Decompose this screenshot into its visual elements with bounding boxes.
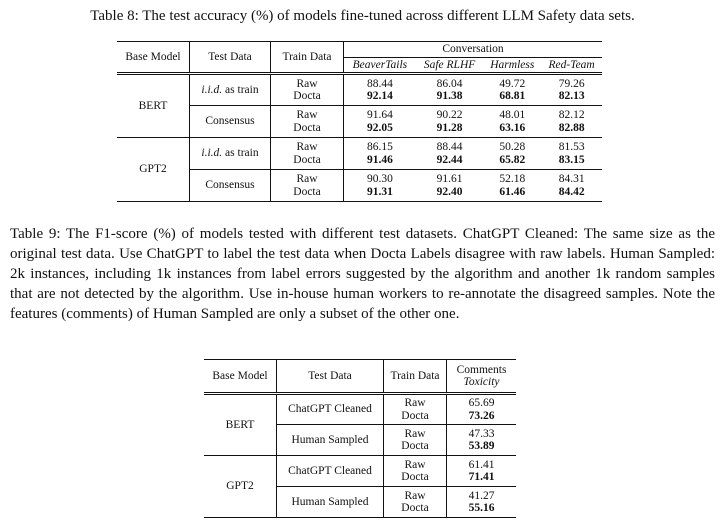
- t8-value: 92.40: [436, 185, 463, 198]
- t9-train-cell: [384, 394, 447, 425]
- t8-train-docta: Docta: [293, 90, 321, 102]
- t9-train-raw: Raw: [404, 458, 426, 471]
- t8-col-beavertails: BeaverTails: [344, 58, 416, 74]
- t9-test-human: Human Sampled: [277, 487, 384, 518]
- t8-train-docta: Docta: [293, 185, 321, 198]
- t9-train-docta: Docta: [401, 502, 429, 514]
- t8-train-raw: Raw: [296, 109, 318, 122]
- t9-train-docta: Docta: [401, 471, 429, 483]
- t8-value: 90.22: [436, 109, 463, 122]
- t9-header-train-data: Train Data: [384, 360, 447, 394]
- t9-header-base-model: Base Model: [204, 360, 277, 394]
- t8-value: 48.01: [499, 109, 526, 122]
- t8-train-raw: Raw: [296, 77, 318, 90]
- t8-cell: [344, 170, 416, 202]
- t8-value: 84.42: [558, 185, 585, 198]
- t8-cell: [483, 170, 541, 202]
- t8-value: 88.44: [366, 77, 393, 90]
- t8-iid-rest: as train: [222, 147, 259, 160]
- t8-value: 52.18: [499, 173, 526, 186]
- t8-header-train-data: Train Data: [271, 42, 344, 74]
- t8-cell: [483, 106, 541, 138]
- t9-value: 55.16: [468, 502, 495, 514]
- table8-caption: Table 8: The test accuracy (%) of models fine-tuned across different LLM Safety data sets.: [90, 8, 635, 24]
- t8-value: 84.31: [558, 173, 585, 186]
- t8-value: 50.28: [499, 141, 526, 154]
- table9-caption: Table 9: The F1-score (%) of models tested with different test datasets. ChatGPT Cleaned: The same size as the original test data. Use ChatGPT to label the test data when Docta Labels disagree with raw labels. Human Sampled: 2k instances, including 1k instances from label errors suggested by the algorithm and another 1k random samples that are not detected by the algorithm. Use in-house human workers to re-annotate the disagreed samples. Note the features (comments) of Human Sampled are only a subset of the other one.: [10, 226, 715, 322]
- t8-col-safe-rlhf: Safe RLHF: [416, 58, 484, 74]
- t9-train-cell: [384, 456, 447, 487]
- t9-model-gpt2: GPT2: [204, 456, 277, 518]
- t9-test-chatgpt: ChatGPT Cleaned: [277, 456, 384, 487]
- t9-train-cell: [384, 487, 447, 518]
- t8-value: 92.05: [366, 121, 393, 134]
- t9-value: 73.26: [468, 409, 495, 422]
- t8-header-conversation: Conversation: [344, 42, 603, 58]
- t9-model-bert: BERT: [204, 394, 277, 456]
- t8-train-raw: Raw: [296, 173, 318, 186]
- t8-value: 83.15: [558, 153, 585, 166]
- t8-cell: [541, 170, 602, 202]
- t8-train-docta: Docta: [293, 153, 321, 166]
- t8-value: 90.30: [366, 173, 393, 186]
- t9-test-chatgpt: ChatGPT Cleaned: [277, 394, 384, 425]
- t8-test-iid: [190, 74, 271, 106]
- t8-value: 61.46: [499, 185, 526, 198]
- t8-cell: [483, 138, 541, 170]
- t8-value: 91.28: [436, 121, 463, 134]
- t9-value: 61.41: [468, 458, 495, 471]
- t9-value: 71.41: [468, 471, 495, 483]
- t8-value: 91.38: [436, 90, 463, 102]
- t8-value: 68.81: [499, 90, 526, 102]
- t8-cell: [416, 74, 484, 106]
- t8-value: 63.16: [499, 121, 526, 134]
- t8-train-cell: [271, 106, 344, 138]
- t8-value: 91.61: [436, 173, 463, 186]
- t9-cell: [447, 425, 517, 456]
- t8-cell: [344, 106, 416, 138]
- t9-header-test-data: Test Data: [277, 360, 384, 394]
- t8-iid-em: i.i.d.: [201, 83, 223, 96]
- t9-value: 47.33: [468, 427, 495, 440]
- t8-value: 86.04: [436, 77, 463, 90]
- t8-model-gpt2: GPT2: [117, 138, 190, 202]
- t8-value: 79.26: [558, 77, 585, 90]
- t8-iid-em: i.i.d.: [201, 147, 223, 160]
- t8-train-docta: Docta: [293, 121, 321, 134]
- t9-train-raw: Raw: [404, 427, 426, 440]
- t8-model-bert: BERT: [117, 74, 190, 138]
- t9-value: 65.69: [468, 397, 495, 410]
- table8: [117, 41, 602, 202]
- t8-value: 82.12: [558, 109, 585, 122]
- t9-train-cell: [384, 425, 447, 456]
- t8-value: 81.53: [558, 141, 585, 154]
- t8-cell: [416, 170, 484, 202]
- t9-train-raw: Raw: [404, 489, 426, 502]
- t9-cell: [447, 487, 517, 518]
- t9-train-raw: Raw: [404, 397, 426, 410]
- t9-cell: [447, 456, 517, 487]
- t9-header-comments: [447, 360, 517, 394]
- t8-test-consensus: Consensus: [190, 170, 271, 202]
- t8-value: 92.44: [436, 153, 463, 166]
- table9: [204, 359, 516, 518]
- t8-value: 92.14: [366, 90, 393, 102]
- t8-cell: [541, 74, 602, 106]
- t9-cell: [447, 394, 517, 425]
- t8-train-cell: [271, 170, 344, 202]
- t8-cell: [344, 74, 416, 106]
- t8-value: 86.15: [366, 141, 393, 154]
- t8-value: 82.88: [558, 121, 585, 134]
- t8-test-iid: [190, 138, 271, 170]
- t8-value: 91.31: [366, 185, 393, 198]
- t8-value: 65.82: [499, 153, 526, 166]
- t9-train-docta: Docta: [401, 409, 429, 422]
- t8-col-red-team: Red-Team: [541, 58, 602, 74]
- t8-train-cell: [271, 138, 344, 170]
- t9-value: 53.89: [468, 440, 495, 452]
- t8-train-cell: [271, 74, 344, 106]
- t8-header-test-data: Test Data: [190, 42, 271, 74]
- t8-cell: [416, 106, 484, 138]
- t9-test-human: Human Sampled: [277, 425, 384, 456]
- t8-test-consensus: Consensus: [190, 106, 271, 138]
- t8-cell: [541, 106, 602, 138]
- t8-cell: [541, 138, 602, 170]
- t9-value: 41.27: [468, 489, 495, 502]
- t8-value: 91.64: [366, 109, 393, 122]
- t8-train-raw: Raw: [296, 141, 318, 154]
- t8-iid-rest: as train: [222, 83, 259, 96]
- t8-col-harmless: Harmless: [483, 58, 541, 74]
- t9-col-toxicity: Toxicity: [463, 376, 500, 388]
- t9-train-docta: Docta: [401, 440, 429, 452]
- t8-header-base-model: Base Model: [117, 42, 190, 74]
- t8-value: 49.72: [499, 77, 526, 90]
- t8-cell: [416, 138, 484, 170]
- t8-value: 82.13: [558, 90, 585, 102]
- t9-header-group: Comments: [456, 363, 507, 376]
- t8-value: 91.46: [366, 153, 393, 166]
- t8-cell: [344, 138, 416, 170]
- t8-cell: [483, 74, 541, 106]
- t8-value: 88.44: [436, 141, 463, 154]
